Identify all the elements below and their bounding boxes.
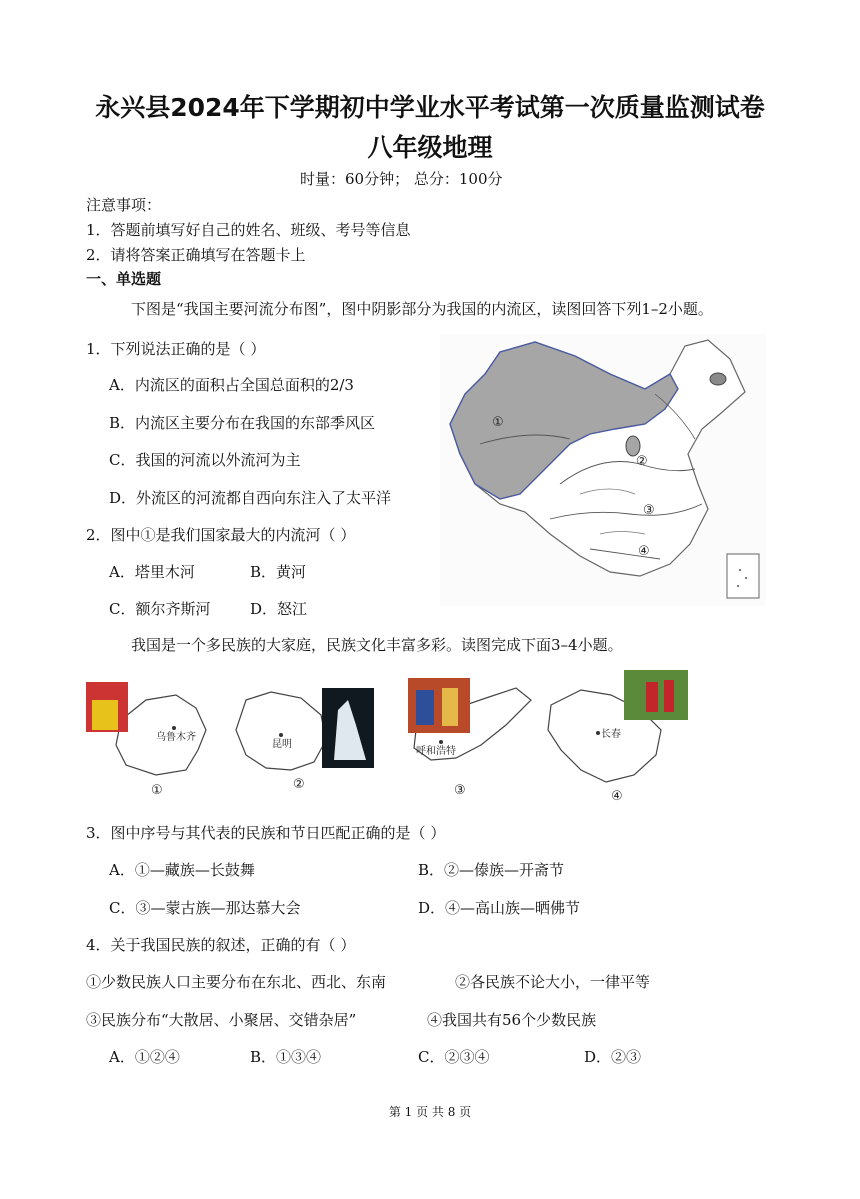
statement: ③民族分布“大散居、小聚居、交错杂居” (86, 1011, 357, 1029)
option-d: D．②③ (584, 1048, 642, 1066)
province-number-1: ① (151, 783, 163, 798)
question-stem: 4．关于我国民族的叙述，正确的有（ ） (86, 936, 356, 954)
province-number-4: ④ (611, 789, 623, 804)
province-number-2: ② (293, 777, 305, 792)
province-number-3: ③ (454, 783, 466, 798)
option-c: C．②③④ (418, 1048, 490, 1066)
option-a: A．塔里木河 (109, 563, 195, 581)
question-stem: 3．图中序号与其代表的民族和节日匹配正确的是（ ） (86, 824, 446, 842)
section-heading: 一、单选题 (86, 270, 162, 288)
statement: ①少数民族人口主要分布在东北、西北、东南 (86, 973, 387, 991)
option-d: D．外流区的河流都自西向东注入了太平洋 (109, 489, 392, 507)
option-b: B．黄河 (250, 563, 307, 581)
section-intro: 我国是一个多民族的大家庭，民族文化丰富多彩。读图完成下面3–4小题。 (131, 636, 623, 654)
option-d: D．④—高山族—晒佛节 (418, 899, 581, 917)
province-maps (86, 670, 696, 804)
exam-title: 永兴县2024年下学期初中学业水平考试第一次质量监测试卷 (95, 93, 765, 122)
lake-shape (710, 373, 726, 385)
option-a: A．内流区的面积占全国总面积的2/3 (109, 376, 354, 394)
statement: ②各民族不论大小，一律平等 (455, 973, 651, 991)
south-sea-inset (727, 554, 759, 598)
option-a: A．①②④ (109, 1048, 180, 1066)
option-b: B．②—傣族—开斋节 (418, 861, 565, 879)
city-label-3: 呼和浩特 (416, 746, 456, 757)
china-river-map (440, 334, 766, 606)
city-label-2: 昆明 (272, 739, 292, 750)
option-b: B．①③④ (250, 1048, 322, 1066)
section-intro: 下图是“我国主要河流分布图”，图中阴影部分为我国的内流区，读图回答下列1–2小题。 (131, 300, 713, 318)
option-c: C．额尔齐斯河 (109, 600, 211, 618)
inland-patch (626, 436, 640, 456)
city-label-4: 长春 (601, 729, 621, 740)
option-a: A．①—藏族—长鼓舞 (109, 861, 255, 879)
note-item: 2．请将答案正确填写在答题卡上 (86, 246, 306, 264)
map-label-3: ③ (643, 503, 655, 518)
map-label-2: ② (636, 454, 648, 469)
city-label-1: 乌鲁木齐 (156, 732, 196, 743)
exam-meta: 时量：60分钟； 总分：100分 (300, 170, 503, 188)
option-c: C．我国的河流以外流河为主 (109, 451, 301, 469)
option-c: C．③—蒙古族—那达慕大会 (109, 899, 301, 917)
option-d: D．怒江 (250, 600, 308, 618)
note-item: 1．答题前填写好自己的姓名、班级、考号等信息 (86, 221, 411, 239)
province-outline-2 (236, 692, 326, 770)
page-footer: 第 1 页 共 8 页 (388, 1105, 472, 1119)
map-label-4: ④ (638, 544, 650, 559)
option-b: B．内流区主要分布在我国的东部季风区 (109, 414, 376, 432)
question-stem: 1．下列说法正确的是（ ） (86, 340, 266, 358)
map-label-1: ① (492, 415, 504, 430)
question-stem: 2．图中①是我们国家最大的内流河（ ） (86, 526, 356, 544)
exam-subject: 八年级地理 (367, 133, 493, 162)
notes-heading: 注意事项： (86, 196, 162, 214)
statement: ④我国共有56个少数民族 (427, 1011, 597, 1029)
